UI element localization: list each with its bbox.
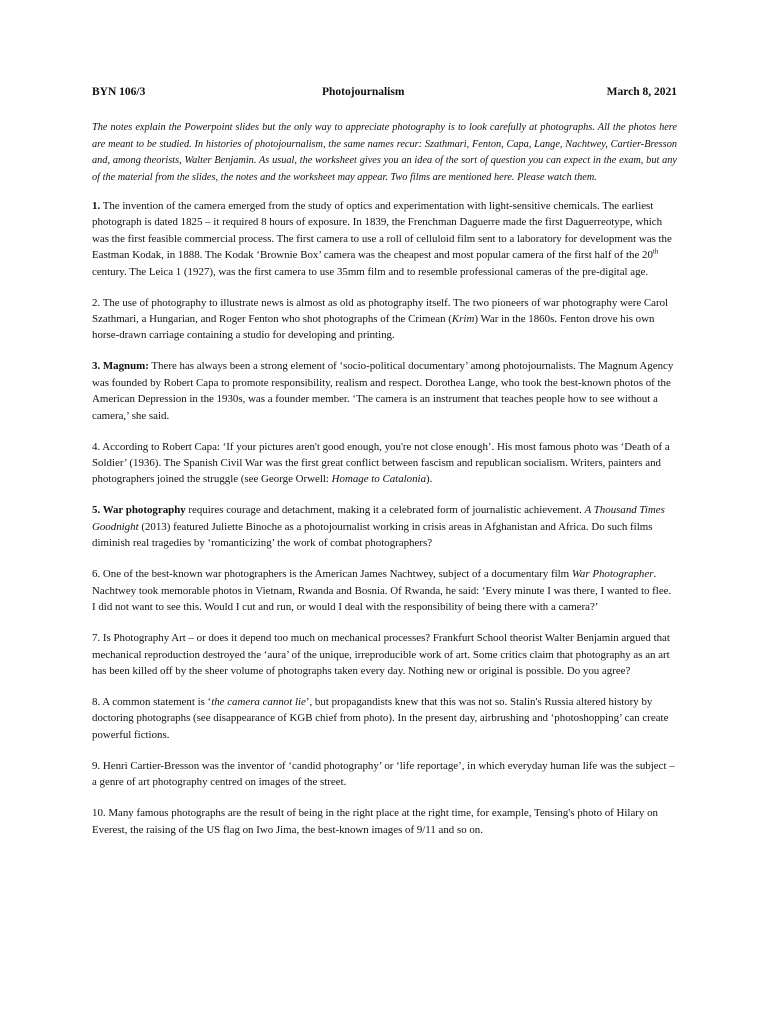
paragraph-9: 9. Henri Cartier-Bresson was the inventor of ‘candid photography’ or ‘life reportage’, in which everyday human life was the subject – a genre of art photography centred on images of the street. — [92, 759, 675, 789]
paragraph-4 — [92, 439, 677, 488]
paragraph-text: ) War in the 1860s. Fenton drove his own horse-drawn carriage containing a studio for developing and printing. — [92, 313, 655, 342]
intro-paragraph: The notes explain the Powerpoint slides but the only way to appreciate photography is to look carefully at photographs. All the photos here are meant to be studied. In histories of photojournalism, the same names recur: Szathmari, Fenton, Capa, Lange, Nachtwey, Cartier-Bresson and, among theorists, Walter Benjamin. As usual, the worksheet gives you an idea of the sort of question you can expect in the exam, but any of the material from the slides, the notes and the worksheet may appear. Two films are mentioned here. Please watch them. — [92, 122, 677, 183]
paragraph-text: ’, but propagandists knew that this was not so. Stalin's Russia altered history by doctoring photographs (see disappearance of KGB chief from photo). In the present day, airbrushing and ‘photoshopping’ can create powerful fictions. — [92, 695, 669, 741]
film-title: A Thousand Times Goodnight — [92, 504, 665, 533]
paragraph-text: 2. The use of photography to illustrate news is almost as old as photography itself. The two pioneers of war photography were Carol Szathmari, a Hungarian, and Roger Fenton who shot photographs of the Crimean ( — [92, 296, 669, 326]
paragraph-text: (2013) featured Juliette Binoche as a photojournalist working in crisis areas in Afghanistan and Africa. Do such films diminish real tragedies by ‘romanticizing’ the work of combat photographers? — [92, 520, 653, 550]
paragraph-heading: 5. War photography — [92, 504, 186, 517]
book-title: Homage to Catalonia — [331, 473, 427, 486]
paragraph-text: . Nachtwey took memorable photos in Vietnam, Rwanda and Bosnia. Of Rwanda, he said: ‘Every minute I was there, I wanted to flee. I did not want to see this. Would I cut and run, or would I deal with the responsibility of being there with a camera?’ — [92, 568, 672, 614]
document-date: March 8, 2021 — [606, 86, 677, 98]
paragraph-heading: 3. Magnum: — [92, 360, 149, 373]
course-code: BYN 106/3 — [92, 86, 146, 98]
document-page — [92, 86, 677, 853]
paragraph-7: 7. Is Photography Art – or does it depend too much on mechanical processes? Frankfurt School theorist Walter Benjamin argued that mechanical reproduction destroyed the ‘aura’ of the unique, irreproducible work of art. Some critics claim that photography as an art has been killed off by the sheer volume of photographs taken every day. Nothing new or original is possible. Do you agree? — [92, 632, 670, 677]
paragraph-text: 8. A common statement is ‘ — [92, 695, 212, 708]
paragraph-text: 6. One of the best-known war photographers is the American James Nachtwey, subject of a documentary film — [92, 568, 572, 581]
paragraph-number: 1. — [92, 200, 101, 212]
document-header — [92, 86, 677, 104]
italic-quote: the camera cannot lie — [211, 695, 306, 708]
paragraph-1 — [92, 198, 677, 280]
paragraph-6 — [92, 566, 677, 615]
paragraph-2 — [92, 295, 677, 344]
film-title: War Photographer — [571, 568, 654, 581]
paragraph-10: 10. Many famous photographs are the result of being in the right place at the right time, for example, Tensing's photo of Hilary on Everest, the raising of the US flag on Iwo Jima, the best-known images of 9/11 and so on. — [92, 807, 658, 836]
paragraph-text: The invention of the camera emerged from the study of optics and experimentation with light-sensitive chemicals. The earliest photograph is dated 1825 – it required 8 hours of exposure. In 1839, the Frenchman Daguerre made the first Daguerreotype, which was the first feasible commercial process. The first camera to use a roll of celluloid film sent to a laboratory for development was the Eastman Kodak, in 1888. The Kodak ‘Brownie Box’ camera was the cheapest and most popular camera of the first half of the 20 — [92, 200, 672, 262]
document-title: Photojournalism — [322, 86, 405, 98]
paragraph-text: 4. According to Robert Capa: ‘If your pictures aren't good enough, you're not close enough’. His most famous photo was ‘Death of a Soldier’ (1936). The Spanish Civil War was the first great conflict between fascism and republican socialism. Writers, painters and photographers joined the struggle (see George Orwell: — [92, 440, 670, 486]
paragraph-text: There has always been a strong element of ‘socio-political documentary’ among photojournalists. The Magnum Agency was founded by Robert Capa to promote responsibility, realism and respect. Dorothea Lange, who took the best-known photos of the American Depression in the 1930s, was a founder member. ‘The camera is an instrument that teaches people how to see without a camera,’ she said. — [92, 360, 674, 422]
paragraph-text: ). — [426, 473, 433, 486]
paragraph-3 — [92, 358, 677, 424]
paragraph-5 — [92, 502, 677, 551]
paragraph-text: requires courage and detachment, making it a celebrated form of journalistic achievement. — [185, 504, 585, 517]
superscript: th — [652, 247, 659, 256]
italic-term: Krim — [451, 313, 475, 326]
paragraph-8 — [92, 694, 677, 743]
paragraph-text: century. The Leica 1 (1927), was the first camera to use 35mm film and to resemble professional cameras of the pre-digital age. — [92, 265, 649, 278]
